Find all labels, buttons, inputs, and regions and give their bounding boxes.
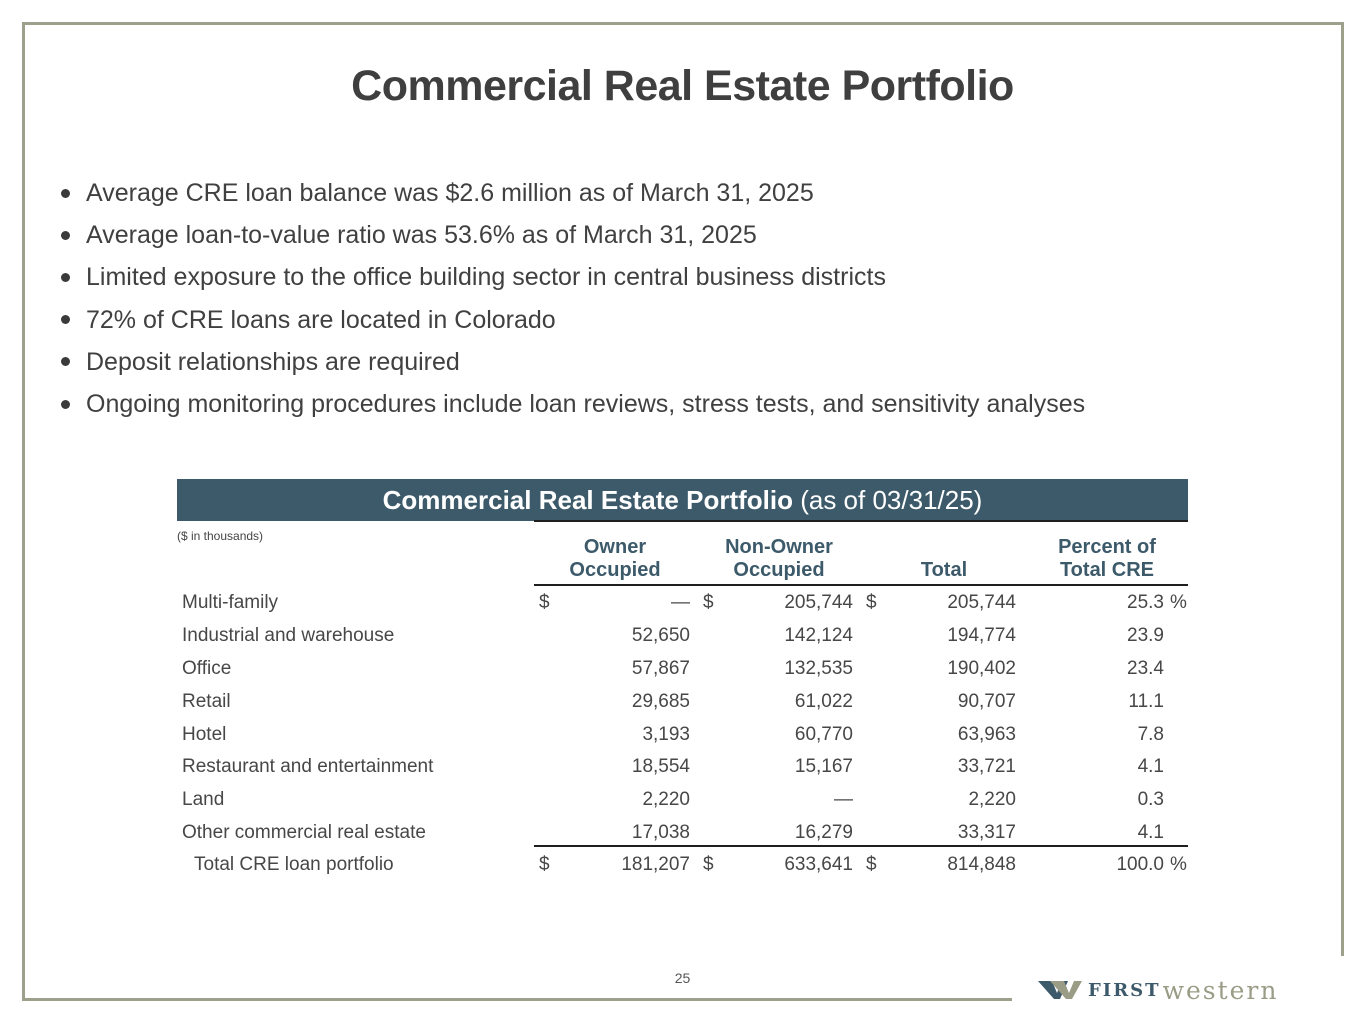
header-line: Percent of: [1058, 536, 1156, 558]
header-line: Occupied: [733, 559, 825, 581]
banner-rule: [534, 520, 1188, 522]
table-row: [0, 592, 1365, 625]
bullet-item: [58, 172, 1085, 214]
header-line: Occupied: [569, 559, 661, 581]
percent-value: 100.0: [1116, 854, 1164, 875]
percent-value: 4.1: [1137, 756, 1164, 777]
table-row: [0, 724, 1365, 757]
non-owner-occupied-value: 61,022: [794, 691, 853, 712]
bullet-item: [58, 214, 1085, 256]
table-row: [0, 789, 1365, 822]
first-western-logo: [1038, 975, 1278, 1005]
total-value: 33,721: [957, 756, 1016, 777]
bullet-text: Average CRE loan balance was $2.6 million as of March 31, 2025: [86, 179, 814, 208]
bullet-dot-icon: [61, 400, 70, 409]
column-header-owner-occupied: [534, 536, 696, 582]
non-owner-occupied-value: 142,124: [784, 625, 853, 646]
row-label: Other commercial real estate: [182, 822, 426, 843]
owner-occupied-value: 29,685: [631, 691, 690, 712]
percent-symbol: %: [1170, 592, 1187, 613]
non-owner-occupied-value: 633,641: [784, 854, 853, 875]
bullet-dot-icon: [61, 315, 70, 324]
total-value: 2,220: [968, 789, 1016, 810]
non-owner-occupied-value: 205,744: [784, 592, 853, 613]
non-owner-occupied-value: 16,279: [794, 822, 853, 843]
bullet-text: Deposit relationships are required: [86, 347, 460, 376]
frame-bottom-border: [22, 998, 1012, 1001]
percent-value: 7.8: [1137, 724, 1164, 745]
total-value: 194,774: [947, 625, 1016, 646]
row-label: Land: [182, 789, 225, 810]
non-owner-occupied-value: 60,770: [794, 724, 853, 745]
page-number: 25: [674, 970, 691, 986]
table-row: [0, 822, 1365, 855]
table-banner-title: Commercial Real Estate Portfolio: [382, 485, 793, 515]
owner-occupied-value: —: [671, 592, 690, 613]
owner-occupied-value: 17,038: [631, 822, 690, 843]
table-total-row: [0, 854, 1365, 887]
table-banner-subtitle: (as of 03/31/25): [800, 485, 983, 515]
row-label: Restaurant and entertainment: [182, 756, 434, 777]
owner-occupied-value: 3,193: [642, 724, 690, 745]
bullet-text: Limited exposure to the office building sector in central business districts: [86, 263, 886, 292]
row-label: Hotel: [182, 724, 227, 745]
bullet-text: Ongoing monitoring procedures include loan reviews, stress tests, and sensitivity analyses: [86, 390, 1086, 419]
percent-value: 23.9: [1127, 625, 1164, 646]
bullet-dot-icon: [61, 273, 70, 282]
total-value: 814,848: [947, 854, 1016, 875]
row-label: Industrial and warehouse: [182, 625, 395, 646]
total-value: 63,963: [957, 724, 1016, 745]
row-label: Office: [182, 658, 232, 679]
percent-value: 0.3: [1137, 789, 1164, 810]
table-row: [0, 756, 1365, 789]
table-row: [0, 658, 1365, 691]
non-owner-occupied-value: —: [834, 789, 853, 810]
percent-value: 11.1: [1128, 691, 1164, 712]
bullet-text: 72% of CRE loans are located in Colorado: [86, 305, 556, 334]
bullet-item: [58, 383, 1085, 425]
total-value: 90,707: [957, 691, 1016, 712]
currency-symbol: $: [539, 592, 550, 613]
owner-occupied-value: 57,867: [631, 658, 690, 679]
header-line: Total: [920, 559, 968, 581]
bullet-item: [58, 341, 1085, 383]
logo-western-text: western: [1162, 975, 1279, 1005]
header-line: Non-Owner: [725, 536, 833, 558]
bullet-dot-icon: [61, 189, 70, 198]
bullet-dot-icon: [61, 357, 70, 366]
bullet-item: [58, 256, 1085, 298]
header-rule: [534, 584, 1188, 586]
owner-occupied-value: 18,554: [631, 756, 690, 777]
frame-top-border: [22, 22, 1344, 25]
row-label: Multi-family: [182, 592, 279, 613]
percent-value: 23.4: [1127, 658, 1164, 679]
total-value: 33,317: [957, 822, 1016, 843]
first-western-emblem-icon: [1038, 979, 1082, 1001]
currency-symbol: $: [866, 854, 877, 875]
currency-symbol: $: [866, 592, 877, 613]
owner-occupied-value: 181,207: [621, 854, 690, 875]
row-label: Total CRE loan portfolio: [194, 854, 394, 875]
currency-symbol: $: [703, 592, 714, 613]
total-rule: [534, 845, 1188, 847]
column-header-percent: [1027, 536, 1187, 582]
owner-occupied-value: 2,220: [642, 789, 690, 810]
bullet-item: [58, 299, 1085, 341]
currency-symbol: $: [539, 854, 550, 875]
non-owner-occupied-value: 132,535: [784, 658, 853, 679]
percent-value: 25.3: [1127, 592, 1164, 613]
header-line: Owner: [583, 536, 647, 558]
column-header-total: [862, 559, 1026, 582]
table-row: [0, 691, 1365, 724]
bullet-dot-icon: [61, 231, 70, 240]
total-value: 205,744: [947, 592, 1016, 613]
bullet-list: [58, 172, 1085, 425]
table-banner: [177, 479, 1188, 521]
page-title: Commercial Real Estate Portfolio: [351, 62, 1014, 110]
percent-value: 4.1: [1137, 822, 1164, 843]
table-row: [0, 625, 1365, 658]
non-owner-occupied-value: 15,167: [794, 756, 853, 777]
currency-symbol: $: [703, 854, 714, 875]
owner-occupied-value: 52,650: [631, 625, 690, 646]
column-header-non-owner-occupied: [697, 536, 861, 582]
logo-first-text: FIRST: [1088, 979, 1161, 1001]
percent-symbol: %: [1170, 854, 1187, 875]
units-note: ($ in thousands): [177, 529, 264, 543]
row-label: Retail: [182, 691, 231, 712]
bullet-text: Average loan-to-value ratio was 53.6% as of March 31, 2025: [86, 221, 757, 250]
total-value: 190,402: [947, 658, 1016, 679]
header-line: Total CRE: [1059, 559, 1155, 581]
